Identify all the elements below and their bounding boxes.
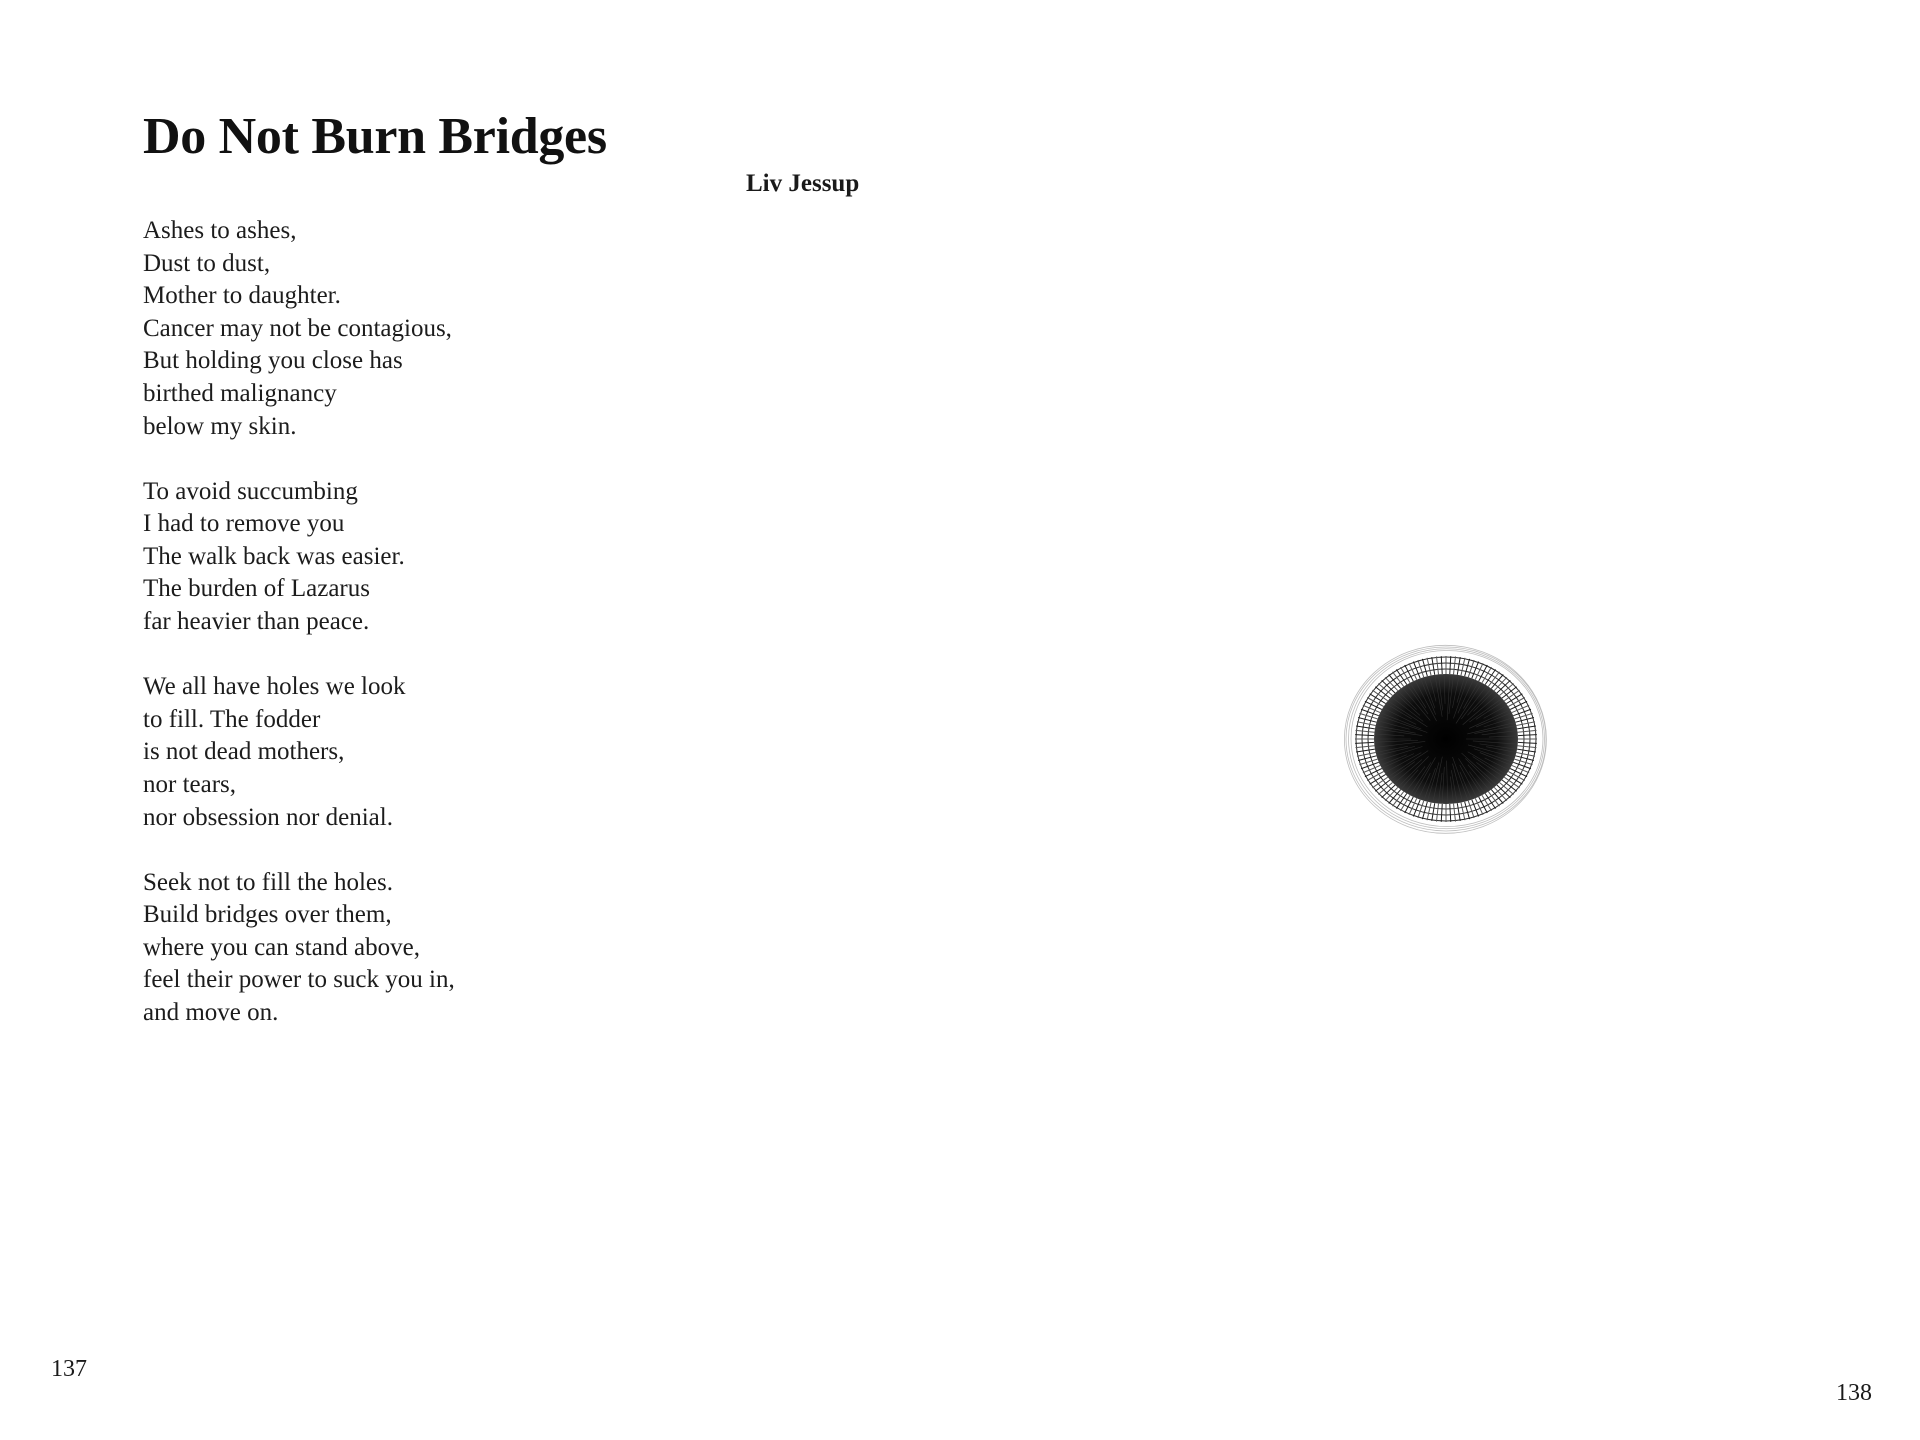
hole-weave-stroke — [1517, 726, 1536, 729]
hole-weave-stroke — [1517, 749, 1536, 752]
poem-line: and move on. — [143, 998, 279, 1026]
hole-weave-stroke — [1457, 657, 1460, 675]
hole-weave-stroke — [1367, 698, 1383, 707]
poem-line: far heavier than peace. — [143, 608, 370, 636]
hole-weave-stroke — [1357, 722, 1376, 726]
hole-weave-stroke — [1516, 722, 1535, 726]
hole-weave-stroke — [1508, 772, 1524, 781]
poem-line: to fill. The fodder — [143, 705, 321, 733]
stanza-2 — [143, 476, 703, 639]
hole-weave-stroke — [1357, 753, 1376, 757]
hole-drawing — [1340, 643, 1552, 835]
hole-weave-stroke — [1432, 803, 1435, 821]
stanza-1 — [143, 215, 703, 443]
hole-weave-stroke — [1401, 795, 1411, 811]
hole-weave-stroke — [1482, 667, 1492, 683]
poem-line: But holding you close has — [143, 347, 403, 375]
poem-line: I had to remove you — [143, 510, 345, 538]
hole-weave-stroke — [1450, 804, 1451, 822]
poem-line: To avoid succumbing — [143, 477, 358, 505]
hole-weave-stroke — [1482, 795, 1492, 811]
page-number-right: 138 — [1836, 1380, 1872, 1406]
hole-weave-stroke — [1512, 705, 1529, 712]
poem-body — [143, 215, 703, 1062]
poem-line: Dust to dust, — [143, 249, 271, 277]
poem-title: Do Not Burn Bridges — [143, 108, 607, 165]
poem-line: The burden of Lazarus — [143, 575, 370, 603]
poem-line: birthed malignancy — [143, 379, 337, 407]
poem-line: Cancer may not be contagious, — [143, 314, 452, 342]
poem-line: nor tears, — [143, 770, 237, 798]
hole-weave-stroke — [1516, 753, 1535, 757]
hole-weave-stroke — [1436, 656, 1438, 674]
hole-weave-stroke — [1356, 726, 1375, 729]
hole-weave-stroke — [1508, 698, 1524, 707]
hole-weave-stroke — [1401, 667, 1411, 683]
stanza-4 — [143, 867, 703, 1030]
hole-weave-stroke — [1422, 802, 1427, 819]
poem-line: nor obsession nor denial. — [143, 803, 393, 831]
hole-weave-stroke — [1355, 746, 1374, 748]
poem-line: Build bridges over them, — [143, 901, 392, 929]
dark-hole-sketch-icon — [1340, 643, 1552, 835]
hole-weave-stroke — [1427, 658, 1431, 676]
hole-weave-stroke — [1356, 749, 1375, 752]
hole-weave-stroke — [1518, 742, 1537, 743]
hole-weave-stroke — [1461, 803, 1465, 821]
hole-weave-stroke — [1518, 730, 1537, 732]
hole-weave-stroke — [1355, 730, 1374, 732]
poem-author: Liv Jessup — [746, 170, 860, 197]
hole-weave-stroke — [1432, 657, 1435, 675]
hole-weave-stroke — [1363, 765, 1380, 772]
hole-weave-stroke — [1367, 772, 1383, 781]
hole-weave-stroke — [1512, 765, 1529, 772]
poem-line: where you can stand above, — [143, 933, 420, 961]
hole-weave-stroke — [1355, 742, 1374, 743]
page-number-left: 137 — [51, 1356, 87, 1382]
hole-weave-stroke — [1427, 803, 1431, 821]
poem-line: Mother to daughter. — [143, 282, 341, 310]
poem-line: We all have holes we look — [143, 673, 406, 701]
hole-weave-stroke — [1436, 804, 1438, 822]
hole-weave-stroke — [1441, 804, 1442, 822]
hole-weave-stroke — [1465, 659, 1470, 676]
hole-weave-stroke — [1363, 705, 1380, 712]
hole-weave-stroke — [1518, 735, 1537, 736]
poem-line: below my skin. — [143, 412, 297, 440]
poem-line: is not dead mothers, — [143, 738, 345, 766]
poem-line: feel their power to suck you in, — [143, 966, 455, 994]
poem-line: Ashes to ashes, — [143, 217, 297, 244]
hole-weave-stroke — [1461, 658, 1465, 676]
hole-weave-stroke — [1457, 803, 1460, 821]
hole-weave-stroke — [1454, 804, 1456, 822]
stanza-3 — [143, 671, 703, 834]
hole-weave-stroke — [1465, 802, 1470, 819]
hole-weave-stroke — [1450, 656, 1451, 674]
hole-weave-stroke — [1355, 735, 1374, 736]
hole-weave-stroke — [1518, 746, 1537, 748]
poem-line: The walk back was easier. — [143, 542, 405, 570]
hole-weave-stroke — [1422, 659, 1427, 676]
hole-weave-stroke — [1441, 656, 1442, 674]
poem-line: Seek not to fill the holes. — [143, 868, 393, 896]
hole-weave-stroke — [1454, 656, 1456, 674]
